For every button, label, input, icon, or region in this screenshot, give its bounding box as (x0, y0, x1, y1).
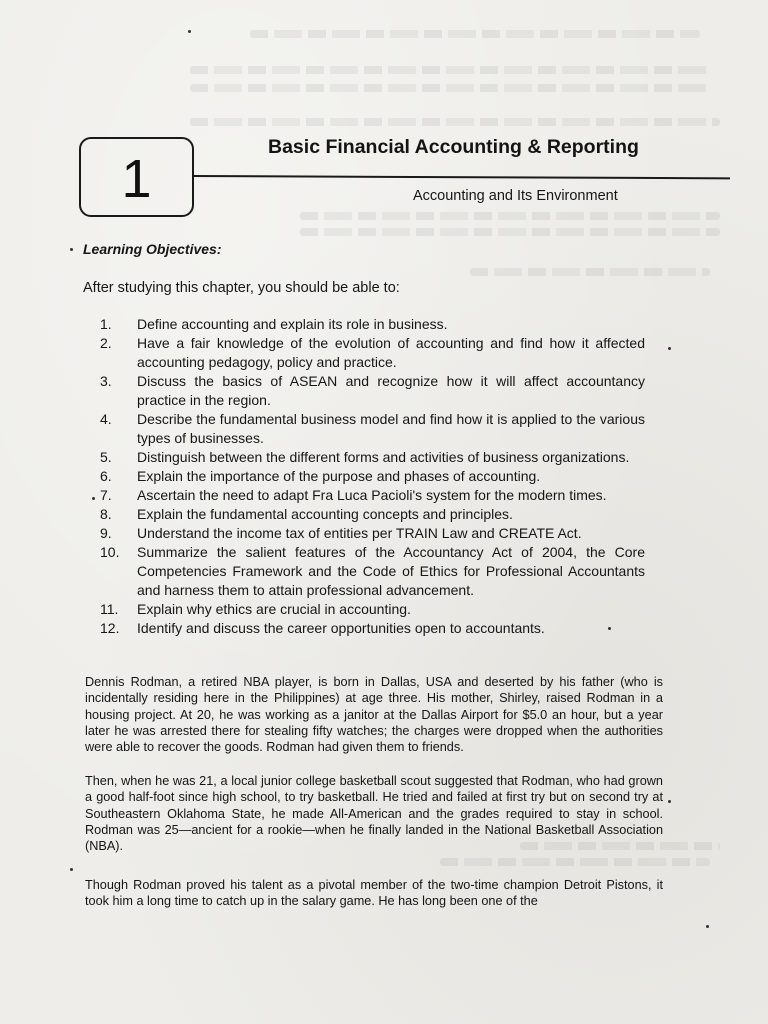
scan-speck (668, 800, 671, 803)
list-item (100, 524, 645, 543)
learning-objectives-intro: After studying this chapter, you should be able to: (83, 280, 400, 296)
list-item (100, 619, 645, 638)
list-item-text: Explain the fundamental accounting concepts and principles. (137, 506, 513, 522)
bleed-through-line (190, 84, 710, 92)
list-item (100, 486, 645, 505)
list-item (100, 467, 645, 486)
list-item (100, 448, 645, 467)
list-item-number: 4. (100, 411, 112, 427)
list-item-text: Explain why ethics are crucial in accounting. (137, 601, 411, 617)
scan-speck (188, 30, 191, 33)
list-item-number: 12. (100, 620, 120, 636)
learning-objectives-heading: Learning Objectives: (83, 241, 222, 257)
list-item (100, 505, 645, 524)
list-item-number: 8. (100, 506, 112, 522)
list-item-text: Identify and discuss the career opportunities open to accountants. (137, 620, 545, 636)
list-item-number: 3. (100, 373, 112, 389)
learning-objectives-list (100, 315, 645, 638)
list-item-number: 7. (100, 487, 112, 503)
list-item-number: 9. (100, 525, 112, 541)
scan-speck (706, 925, 709, 928)
list-item-text: Have a fair knowledge of the evolution of accounting and find how it affected accounting pedagogy, policy and practice. (137, 335, 645, 370)
chapter-number-box (79, 137, 194, 217)
list-item-number: 2. (100, 335, 112, 351)
list-item (100, 334, 645, 372)
bleed-through-line (300, 212, 720, 220)
scan-speck (668, 347, 671, 350)
list-item-number: 10. (100, 544, 120, 560)
body-paragraph: Though Rodman proved his talent as a pivotal member of the two-time champion Detroit Pistons, it took him a long time to catch up in the salary game. He has long been one of the (85, 878, 663, 909)
bleed-through-line (440, 858, 710, 866)
list-item (100, 543, 645, 600)
list-item-number: 1. (100, 316, 112, 332)
scan-speck (70, 248, 73, 251)
bleed-through-line (470, 268, 710, 276)
bleed-through-line (190, 66, 710, 74)
list-item-number: 6. (100, 468, 112, 484)
list-item (100, 315, 645, 334)
chapter-subtitle: Accounting and Its Environment (413, 188, 618, 204)
list-item-text: Ascertain the need to adapt Fra Luca Pacioli's system for the modern times. (137, 487, 607, 503)
list-item-text: Discuss the basics of ASEAN and recognize how it will affect accountancy practice in the region. (137, 373, 645, 408)
chapter-title: Basic Financial Accounting & Reporting (268, 136, 639, 158)
list-item-text: Define accounting and explain its role in business. (137, 316, 448, 332)
body-paragraph: Then, when he was 21, a local junior college basketball scout suggested that Rodman, who had grown a good half-foot since high school, to try basketball. He tried and failed at first try but on second try at Southeastern Oklahoma State, he made All-American and the grades required to stay in school. Rodman was 25—ancient for a rookie—when he finally landed in the National Basketball Association (NBA). (85, 774, 663, 854)
list-item (100, 600, 645, 619)
list-item-number: 5. (100, 449, 112, 465)
chapter-number: 1 (121, 149, 152, 209)
header-rule (192, 175, 730, 179)
list-item-text: Understand the income tax of entities per TRAIN Law and CREATE Act. (137, 525, 582, 541)
list-item (100, 410, 645, 448)
list-item (100, 372, 645, 410)
scan-speck (92, 497, 95, 500)
bleed-through-line (300, 228, 720, 236)
list-item-text: Distinguish between the different forms and activities of business organizations. (137, 449, 630, 465)
bleed-through-line (190, 118, 720, 126)
list-item-text: Describe the fundamental business model and find how it is applied to the various types of businesses. (137, 411, 645, 446)
scan-speck (608, 627, 611, 630)
scan-speck (70, 868, 73, 871)
list-item-number: 11. (100, 601, 119, 617)
list-item-text: Summarize the salient features of the Accountancy Act of 2004, the Core Competencies Framework and the Code of Ethics for Professional Accountants and harness them to attain professional advancement. (137, 544, 645, 598)
bleed-through-line (250, 30, 700, 38)
list-item-text: Explain the importance of the purpose and phases of accounting. (137, 468, 541, 484)
body-paragraph: Dennis Rodman, a retired NBA player, is born in Dallas, USA and deserted by his father (who is incidentally residing here in the Philippines) at age three. His mother, Shirley, raised Rodman in a housing project. At 20, he was working as a janitor at the Dallas Airport for $5.0 an hour, but a year later he was arrested there for stealing fifty watches; the charges were dropped when the authorities were able to recover the goods. Rodman had given them to friends. (85, 675, 663, 755)
